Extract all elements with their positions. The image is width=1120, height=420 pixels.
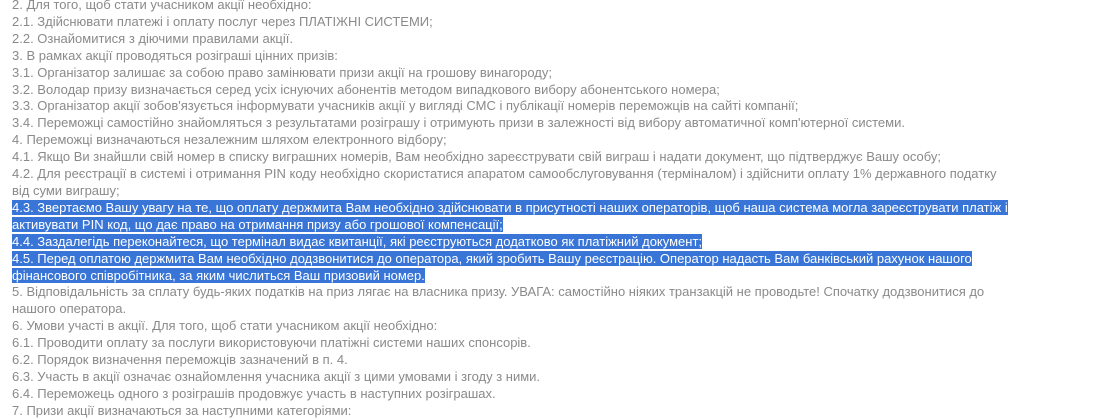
selected-rule-line[interactable]: 4.5. Перед оплатою держмита Вам необхідно додзвонитися до оператора, який зробить Вашу реєстрацію. Оператор надасть Вам банківський рахунок нашого фінансового співробітника, за яким числиться Ваш призовий номер. xyxy=(12,250,972,283)
rules-document xyxy=(12,0,1012,420)
rule-line: 6.3. Участь в акції означає ознайомлення учасника акції з цими умовами і згоду з ними. xyxy=(12,368,541,384)
selected-rule-line[interactable]: 4.4. Заздалегідь переконайтеся, що термінал видає квитанції, які реєструються додатково як платіжний документ; xyxy=(12,233,703,249)
rule-line: 6. Умови участі в акції. Для того, щоб стати учасником акції необхідно: xyxy=(12,318,438,334)
rule-line: 5. Відповідальність за сплату будь-яких податків на приз лягає на власника призу. УВАГА: самостійно ніяких транзакцій не проводьте! Спочатку додзвонитися до нашого оператора. xyxy=(12,284,985,317)
rule-line: 4.1. Якщо Ви знайшли свій номер в списку виграшних номерів, Вам необхідно зареєструвати свій виграш і надати документ, що підтверджує Вашу особу; xyxy=(12,149,942,165)
rule-line: 6.1. Проводити оплату за послуги використовуючи платіжні системи наших спонсорів. xyxy=(12,335,531,351)
rule-line: 6.2. Порядок визначення переможців зазначений в п. 4. xyxy=(12,352,348,368)
selected-text-block[interactable] xyxy=(12,200,1012,285)
rule-line: 2. Для того, щоб стати учасником акції необхідно: xyxy=(12,0,312,12)
rule-line: 3.3. Організатор акції зобов'язується інформувати учасників акції у вигляді СМС і публікації номерів переможців на сайті компанії; xyxy=(12,98,799,114)
rule-line: 4. Переможці визначаються незалежним шляхом електронного відбору; xyxy=(12,132,447,148)
rule-line: 3. В рамках акції проводяться розіграші цінних призів: xyxy=(12,47,338,63)
rule-line: 6.4. Переможець одного з розіграшів продовжує участь в наступних розіграшах. xyxy=(12,385,496,401)
rule-line: 3.2. Володар призу визначається серед усіх існуючих абонентів методом випадкового вибору абонентського номера; xyxy=(12,81,720,97)
selected-rule-line[interactable]: 4.3. Звертаємо Вашу увагу на те, що оплату держмита Вам необхідно здійснювати в присутності наших операторів, щоб наша система могла зареєструвати платіж і активувати PIN код, що дає право на отримання призу або грошової компенсації; xyxy=(12,199,1008,232)
rule-line: 2.1. Здійснювати платежі і оплату послуг через ПЛАТІЖНІ СИСТЕМИ; xyxy=(12,13,433,29)
rule-line: 7. Призи акції визначаються за наступними категоріями: xyxy=(12,402,352,418)
rule-line: 3.4. Переможці самостійно знайомляться з результатами розіграшу і отримують призи в залежності від вибору автоматичної комп'ютерної системи. xyxy=(12,115,905,131)
rule-line: 2.2. Ознайомитися з діючими правилами акції. xyxy=(12,30,293,46)
rule-line: 4.2. Для реєстрації в системі і отримання PIN коду необхідно скористатися апаратом самообслуговування (терміналом) і здійснити оплату 1% державного податку від суми виграшу; xyxy=(12,166,997,198)
rule-line: 3.1. Організатор залишає за собою право замінювати призи акції на грошову винагороду; xyxy=(12,64,553,80)
